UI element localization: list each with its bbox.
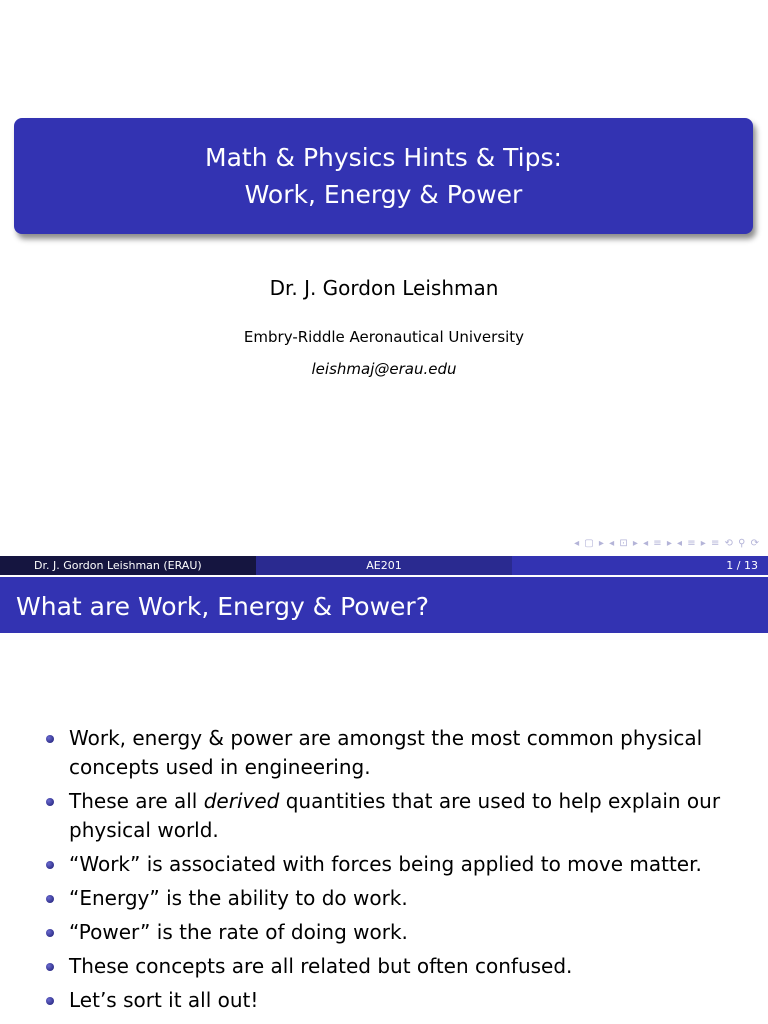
list-item [46, 918, 746, 947]
bullet-icon [46, 997, 54, 1005]
bullet-text: “Energy” is the ability to do work. [69, 886, 408, 910]
list-item [46, 724, 746, 782]
frame-title: What are Work, Energy & Power? [0, 577, 768, 633]
bullet-text: These concepts are all related but often confused. [69, 954, 573, 978]
bullet-text: Work, energy & power are amongst the most common physical concepts used in engineering. [69, 726, 703, 779]
list-item [46, 850, 746, 879]
bullet-text: Let’s sort it all out! [69, 988, 259, 1012]
footer-author: Dr. J. Gordon Leishman (ERAU) [0, 556, 256, 575]
title-box [14, 118, 753, 234]
footer-course: AE201 [256, 556, 512, 575]
bullet-icon [46, 929, 54, 937]
institute-name: Embry-Riddle Aeronautical University [243, 328, 525, 346]
bullet-icon [46, 861, 54, 869]
bullet-text: “Work” is associated with forces being applied to move matter. [69, 852, 702, 876]
list-item [46, 787, 746, 845]
slide-footer [0, 556, 768, 575]
slide-title-line-2: Work, Energy & Power [244, 180, 523, 209]
slide-title-line-1: Math & Physics Hints & Tips: [205, 143, 562, 172]
list-item [46, 952, 746, 981]
bullet-text-post: quantities that are used to help explain our physical world. [69, 789, 721, 842]
bullet-text: “Power” is the rate of doing work. [69, 920, 408, 944]
author-email: leishmaj@erau.edu [311, 360, 457, 378]
beamer-navigation-icons[interactable]: ◂ ▢ ▸ ◂ ⊡ ▸ ◂ ≡ ▸ ◂ ≡ ▸ ≡ ⟲ ⚲ ⟳ [574, 538, 760, 549]
bullet-icon [46, 963, 54, 971]
list-item [46, 884, 746, 913]
list-item [46, 986, 746, 1015]
bullet-icon [46, 895, 54, 903]
author-name: Dr. J. Gordon Leishman [269, 276, 499, 300]
bullet-list [46, 724, 746, 1020]
footer-page-number: 1 / 13 [512, 556, 768, 575]
bullet-emphasis: derived [203, 789, 280, 813]
bullet-icon [46, 735, 54, 743]
bullet-icon [46, 798, 54, 806]
bullet-text-pre: These are all [69, 789, 204, 813]
